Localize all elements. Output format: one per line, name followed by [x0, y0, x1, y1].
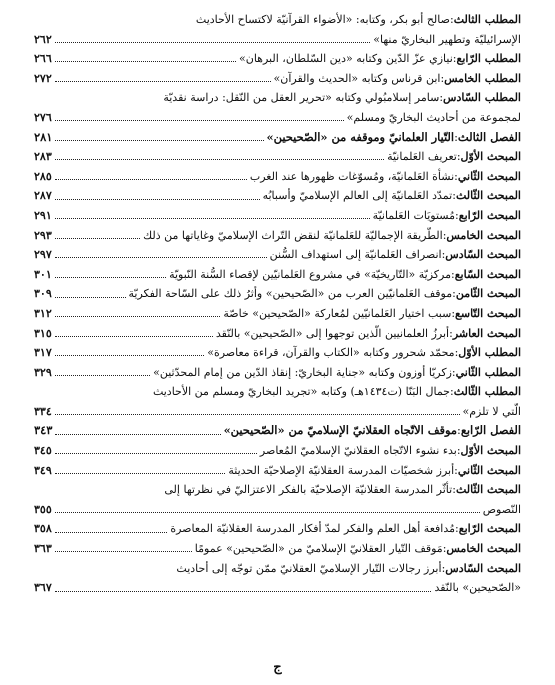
- entry-title-continuation: النّصوص: [482, 502, 521, 516]
- page-number: ٣٢٩: [34, 365, 52, 379]
- dot-leader: [55, 81, 271, 82]
- entry-label: المطلب الثّاني: [455, 365, 521, 379]
- page-number: ٣٤٩: [34, 463, 52, 477]
- chapter-label: الفصل الرّابع: [460, 423, 521, 438]
- entry-label: المبحث الثّاني: [457, 169, 521, 183]
- dot-leader: [55, 297, 126, 298]
- page-number: ٣٠١: [34, 267, 52, 281]
- dot-leader: [55, 512, 480, 513]
- page-number: ٣٦٣: [34, 542, 52, 556]
- toc-entry: [34, 49, 521, 69]
- page-number: ٢٧٦: [34, 110, 52, 124]
- entry-title: زكريّا أوزون وكتابه «جناية البخاريّ: إنقاذ الدّين من إمام المحدّثين»: [153, 365, 452, 379]
- entry-title: ابن قرناس وكتابه «الحديث والقرآن»: [273, 71, 441, 85]
- entry-title: تعريف العَلمانيّة: [387, 150, 457, 164]
- page-number: ٣١٧: [34, 346, 52, 360]
- toc-chapter: [34, 128, 521, 148]
- toc-entry: [34, 304, 521, 324]
- chapter-title: موقف الاتّجاه العقلانيّ الإسلاميّ من «الصّحيحين»: [223, 423, 457, 438]
- chapter-title: التّيار العلمانيّ وموقفه من «الصّحيحين»: [266, 129, 455, 144]
- entry-title-continuation: الّتي لا تلزم»: [462, 404, 521, 418]
- entry-title: بدء نشوء الاتّجاه العقلانيّ الإسلاميّ المُعاصر: [259, 444, 457, 458]
- entry-title: تأثّر المدرسة العقلانيّة الإصلاحيّة بالفكر الاعتزاليّ في نظرتها إلى: [164, 483, 453, 497]
- entry-title: الطّريقة الإجماليّة للعَلمانيّة لنقض التّراث الإسلاميّ وغاياتها من ذلك: [143, 228, 443, 242]
- dot-leader: [55, 199, 260, 200]
- toc-entry: [34, 480, 521, 500]
- entry-title: محمّد شحرور وكتابه «الكتاب والقرآن، قراءة معاصرة»: [207, 346, 455, 360]
- entry-label: المطلب الثالث: [453, 13, 521, 26]
- dot-leader: [55, 179, 247, 180]
- entry-colon: :: [449, 13, 454, 26]
- dot-leader: [55, 61, 236, 62]
- page-number: ٢٦٢: [34, 32, 52, 46]
- dot-leader: [55, 453, 257, 454]
- entry-label: المبحث السّادس: [445, 561, 521, 575]
- dot-leader: [55, 316, 221, 317]
- toc-entry: [34, 284, 521, 304]
- entry-colon: :: [451, 306, 456, 320]
- entry-label: المطلب الرّابع: [456, 52, 521, 66]
- toc-entry: [34, 461, 521, 481]
- entry-label: المطلب الأوّل: [458, 346, 521, 360]
- entry-label: المطلب السّادس: [443, 91, 521, 105]
- dot-leader: [55, 532, 168, 533]
- dot-leader: [55, 257, 267, 258]
- entry-title: صالح أبو بكر، وكتابه: «الأضواء القرآنيّة لاكتساح الأحاديث: [195, 13, 450, 26]
- toc-entry: [34, 206, 521, 226]
- entry-colon: :: [450, 267, 455, 281]
- entry-label: المبحث الأوّل: [460, 444, 521, 458]
- entry-label: المطلب الثّالث: [453, 385, 521, 399]
- entry-colon: :: [452, 52, 457, 66]
- toc-entry: [34, 343, 521, 363]
- dot-leader: [55, 277, 166, 278]
- entry-label: المبحث السّابع: [454, 267, 521, 281]
- page-number: ٢٨٣: [34, 150, 52, 164]
- dot-leader: [55, 591, 432, 592]
- entry-label: المبحث السّادس: [445, 248, 521, 262]
- page-number: ٣٠٩: [34, 287, 52, 301]
- chapter-label: الفصل الثالث: [457, 129, 521, 144]
- page-number: ٢٩١: [34, 208, 52, 222]
- dot-leader: [55, 355, 204, 356]
- toc-entry: [34, 245, 521, 265]
- page-number: ٢٨٥: [34, 169, 52, 183]
- toc-chapter: [34, 421, 521, 441]
- toc-entry-continuation: [34, 108, 521, 128]
- entry-colon: :: [452, 287, 456, 301]
- dot-leader: [55, 238, 140, 239]
- entry-label: المبحث الثّالث: [455, 483, 521, 497]
- entry-label: المبحث الخامس: [446, 542, 521, 556]
- page-number: ٢٩٣: [34, 228, 52, 242]
- page-number: ٣٦٧: [34, 581, 52, 595]
- dot-leader: [55, 551, 192, 552]
- entry-title: أبرز رجالات التّيار الإسلاميّ العقلانيّ ممّن توجّه إلى أحاديث: [176, 561, 442, 575]
- entry-colon: :: [456, 423, 461, 438]
- entry-title: مركزيّة «التّاريخيّة» في مشروع العَلمانيّين لإقصاء السُّنة النّبويّة: [169, 267, 451, 281]
- entry-title: أبرز شخصيّات المدرسة العقلانيّة الإصلاحيّة الحديثة: [228, 463, 455, 477]
- entry-colon: :: [449, 385, 454, 399]
- dot-leader: [55, 120, 344, 121]
- entry-colon: :: [441, 248, 446, 262]
- entry-colon: :: [439, 91, 444, 105]
- toc-entry: [34, 167, 521, 187]
- entry-colon: :: [442, 228, 447, 242]
- toc-entry-continuation: [34, 578, 521, 598]
- entry-label: المبحث الخامس: [446, 228, 521, 242]
- entry-title: مُدافعة أهل العلم والفكر لمدّ أفكار المدرسة العقلانيّة المعاصرة: [170, 522, 455, 536]
- toc-entry: [34, 324, 521, 344]
- entry-label: المبحث الرّابع: [458, 522, 521, 536]
- page-number: ٣٥٨: [34, 522, 52, 536]
- toc-entry: [34, 265, 521, 285]
- entry-title: جمال البَنّا (ت١٤٣٤هـ) وكتابه «تجريد البخاريّ ومسلم من الأحاديث: [152, 385, 450, 399]
- entry-colon: :: [456, 444, 461, 458]
- entry-label: المطلب الخامس: [444, 71, 521, 85]
- entry-title: سامر إسلامبُولي وكتابه «تحرير العقل من النّقل: دراسة نقديّة: [163, 91, 440, 105]
- dot-leader: [55, 336, 213, 337]
- dot-leader: [55, 42, 371, 43]
- entry-title: موقف العَلمانيّين العرب من «الصّحيحين» وأثرُ ذلك على السّاحة الفكريّة: [128, 287, 453, 301]
- entry-label: المبحث التّاسع: [455, 306, 521, 320]
- page-number: ٣٥٥: [34, 502, 52, 516]
- table-of-contents: [34, 10, 521, 598]
- toc-entry: [34, 147, 521, 167]
- page-number: ٢٧٢: [34, 71, 52, 85]
- entry-colon: :: [441, 561, 446, 575]
- dot-leader: [55, 159, 384, 160]
- toc-entry: [34, 559, 521, 579]
- entry-label: المبحث الأوّل: [460, 150, 521, 164]
- entry-label: المبحث الثّامن: [455, 287, 521, 301]
- toc-entry-continuation: [34, 30, 521, 50]
- toc-entry: [34, 539, 521, 559]
- entry-colon: :: [455, 522, 459, 536]
- toc-entry: [34, 69, 521, 89]
- entry-label: المبحث الرّابع: [458, 208, 521, 222]
- toc-entry-continuation: [34, 500, 521, 520]
- page-number: ٣٣٤: [34, 404, 52, 418]
- page-number: ٢٩٧: [34, 248, 52, 262]
- entry-title: سبب اختيار العَلمانيّين لمُعاركة «الصّحيحين» خاصّة: [223, 306, 452, 320]
- entry-colon: :: [442, 542, 447, 556]
- toc-entry: [34, 382, 521, 402]
- page-number: ٣٤٣: [34, 423, 53, 438]
- entry-title-continuation: لمجموعة من أحاديث البخاريّ ومسلم»: [346, 110, 521, 124]
- page-number: ٢٨١: [34, 129, 53, 144]
- entry-title-continuation: «الصّحيحين» بالنّقد: [434, 581, 521, 595]
- entry-title: نشأة العَلمانيّة، ومُسوّغات ظهورها عند الغرب: [249, 169, 455, 183]
- dot-leader: [55, 473, 226, 474]
- toc-entry: [34, 88, 521, 108]
- toc-entry-continuation: [34, 402, 521, 422]
- toc-entry: [34, 226, 521, 246]
- dot-leader: [55, 218, 370, 219]
- entry-colon: :: [454, 169, 458, 183]
- entry-colon: :: [440, 71, 445, 85]
- entry-label: المبحث العاشر: [452, 326, 521, 340]
- dot-leader: [55, 434, 220, 435]
- toc-entry: [34, 10, 521, 30]
- entry-label: المبحث الثّالث: [455, 189, 521, 203]
- entry-colon: :: [449, 326, 453, 340]
- page-number: ٣١٥: [34, 326, 52, 340]
- entry-colon: :: [454, 129, 458, 144]
- entry-colon: :: [455, 208, 459, 222]
- entry-title: أبرزُ العلمانيين الّذين توجهوا إلى «الصّحيحين» بالنّقد: [215, 326, 450, 340]
- page-footer-letter: ج: [273, 660, 282, 675]
- entry-title: انصراف العَلمانيّة إلى استهداف السُّنن: [269, 248, 442, 262]
- page-number: ٣٤٥: [34, 444, 52, 458]
- dot-leader: [55, 140, 263, 141]
- entry-colon: :: [456, 150, 461, 164]
- entry-colon: :: [452, 189, 456, 203]
- toc-entry: [34, 441, 521, 461]
- page-number: ٢٦٦: [34, 52, 52, 66]
- toc-entry: [34, 519, 521, 539]
- entry-colon: :: [454, 463, 458, 477]
- entry-title: مَوقف التّيار العقلانيّ الإسلاميّ من «الصّحيحين» عمومًا: [194, 542, 443, 556]
- entry-colon: :: [451, 365, 456, 379]
- entry-title: تمدّد العَلمانيّة إلى العالم الإسلاميّ وأسبابُه: [262, 189, 453, 203]
- entry-colon: :: [454, 346, 459, 360]
- entry-title-continuation: الإسرائيليّة وتطهير البخاريّ منها»: [373, 32, 521, 46]
- page-number: ٣١٢: [34, 306, 52, 320]
- page-number: ٢٨٧: [34, 189, 52, 203]
- entry-label: المبحث الثّاني: [457, 463, 521, 477]
- dot-leader: [55, 375, 150, 376]
- entry-title: مُستويَات العَلمانيّة: [372, 208, 455, 222]
- toc-entry: [34, 186, 521, 206]
- entry-title: نيازي عزّ الدّين وكتابه «دين السّلطان، البرهان»: [239, 52, 453, 66]
- toc-entry: [34, 363, 521, 383]
- dot-leader: [55, 414, 460, 415]
- entry-colon: :: [452, 483, 456, 497]
